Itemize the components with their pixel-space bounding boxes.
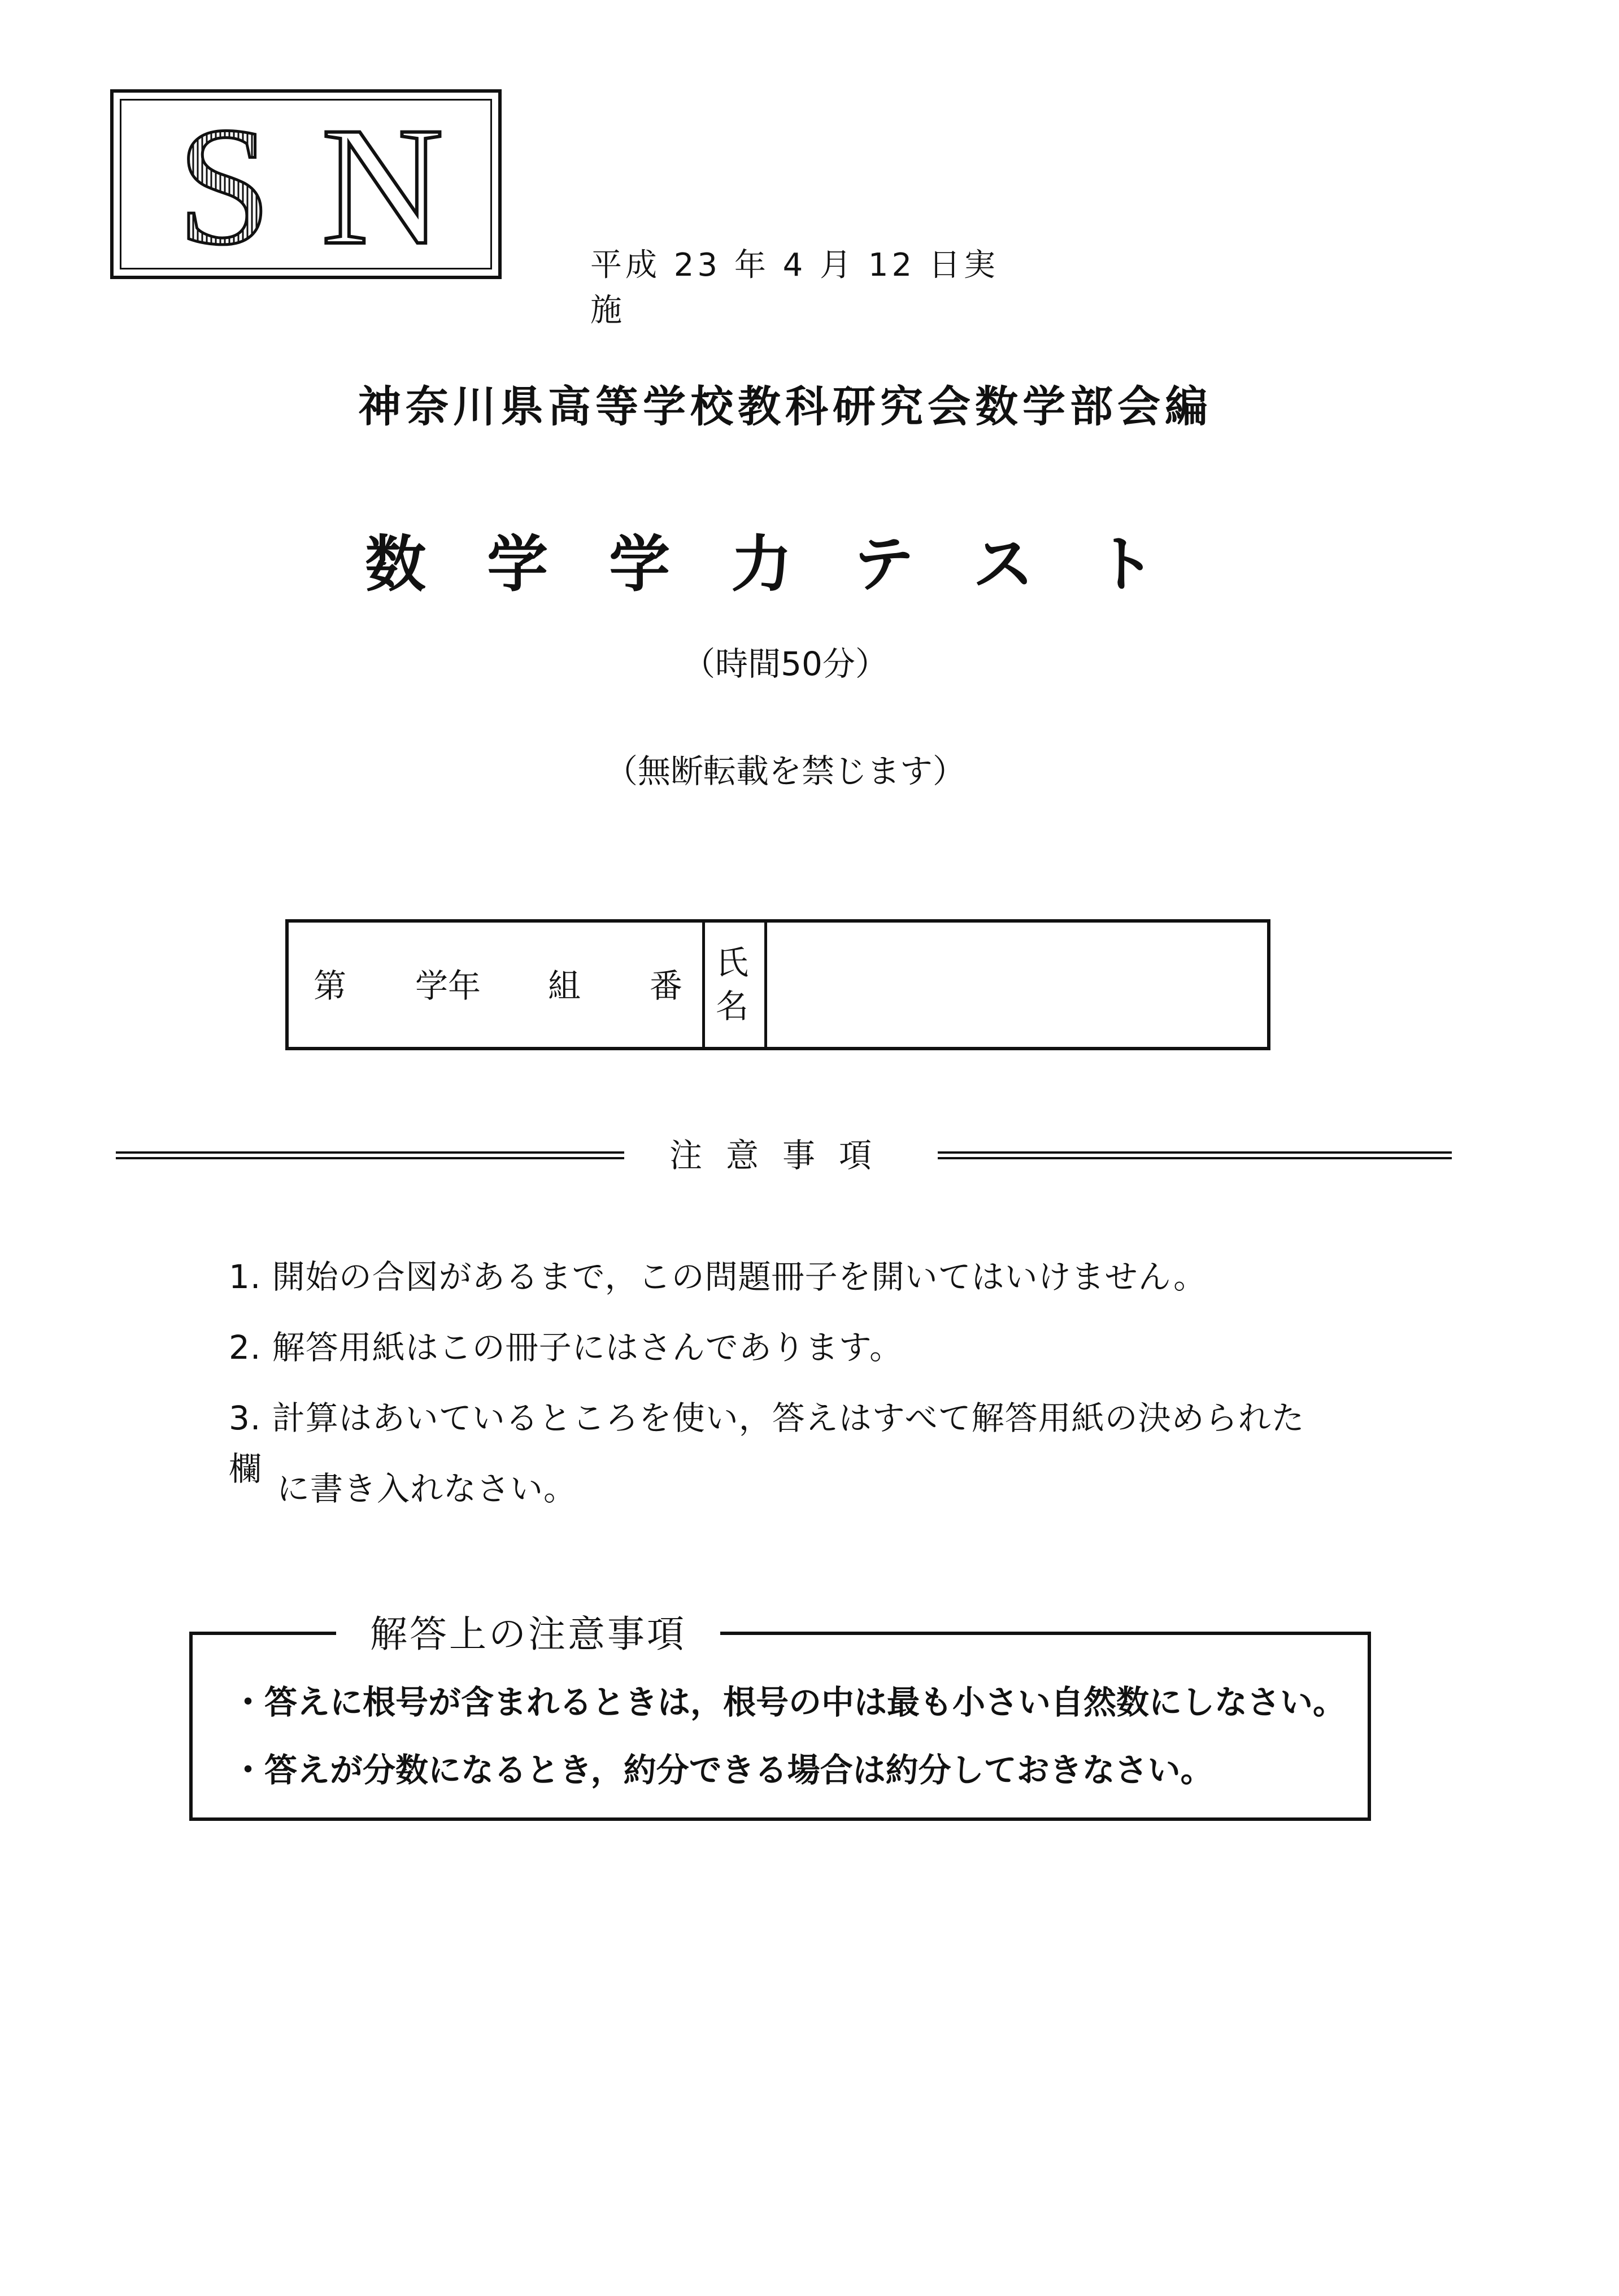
note-item: 2. 解答用紙はこの冊子にはさんであります。 xyxy=(229,1328,903,1367)
table-divider xyxy=(764,919,767,1050)
exam-date: 平成 23 年 4 月 12 日実施 xyxy=(590,247,999,329)
label-dai: 第 xyxy=(314,967,347,1005)
note-item-continuation: に書き入れなさい。 xyxy=(277,1469,577,1508)
publisher: 神奈川県高等学校教科研究会数学部会編 xyxy=(358,381,1212,432)
sn-logo xyxy=(120,99,492,269)
label-grade: 学年 xyxy=(415,967,481,1005)
table-divider xyxy=(702,919,705,1050)
note-item: 1. 開始の合図があるまで，この問題冊子を開いてはいけません。 xyxy=(229,1258,1207,1296)
logo-letter-s: S xyxy=(177,99,272,269)
label-name-mei: 名 xyxy=(716,987,749,1025)
notes-heading: 注意事項 xyxy=(669,1136,895,1175)
page-title: 数学学力テスト xyxy=(365,529,1217,600)
label-class: 組 xyxy=(548,967,581,1005)
copyright-notice: （無断転載を禁じます） xyxy=(604,752,965,790)
logo-letter-n: N xyxy=(321,99,444,269)
label-number: 番 xyxy=(650,967,683,1005)
answer-note-item: ・答えに根号が含まれるときは，根号の中は最も小さい自然数にしなさい。 xyxy=(232,1683,1346,1721)
label-name-shi: 氏 xyxy=(716,943,749,982)
name-field[interactable] xyxy=(771,927,1263,1042)
time-limit: （時間50分） xyxy=(682,645,888,683)
double-rule-right xyxy=(938,1151,1452,1159)
note-item: 3. 計算はあいているところを使い，答えはすべて解答用紙の決められた欄 xyxy=(229,1399,1305,1488)
answer-note-item: ・答えが分数になるとき，約分できる場合は約分しておきなさい。 xyxy=(232,1751,1213,1789)
double-rule-left xyxy=(116,1151,624,1159)
answer-notes-heading: 解答上の注意事項 xyxy=(336,1609,720,1660)
